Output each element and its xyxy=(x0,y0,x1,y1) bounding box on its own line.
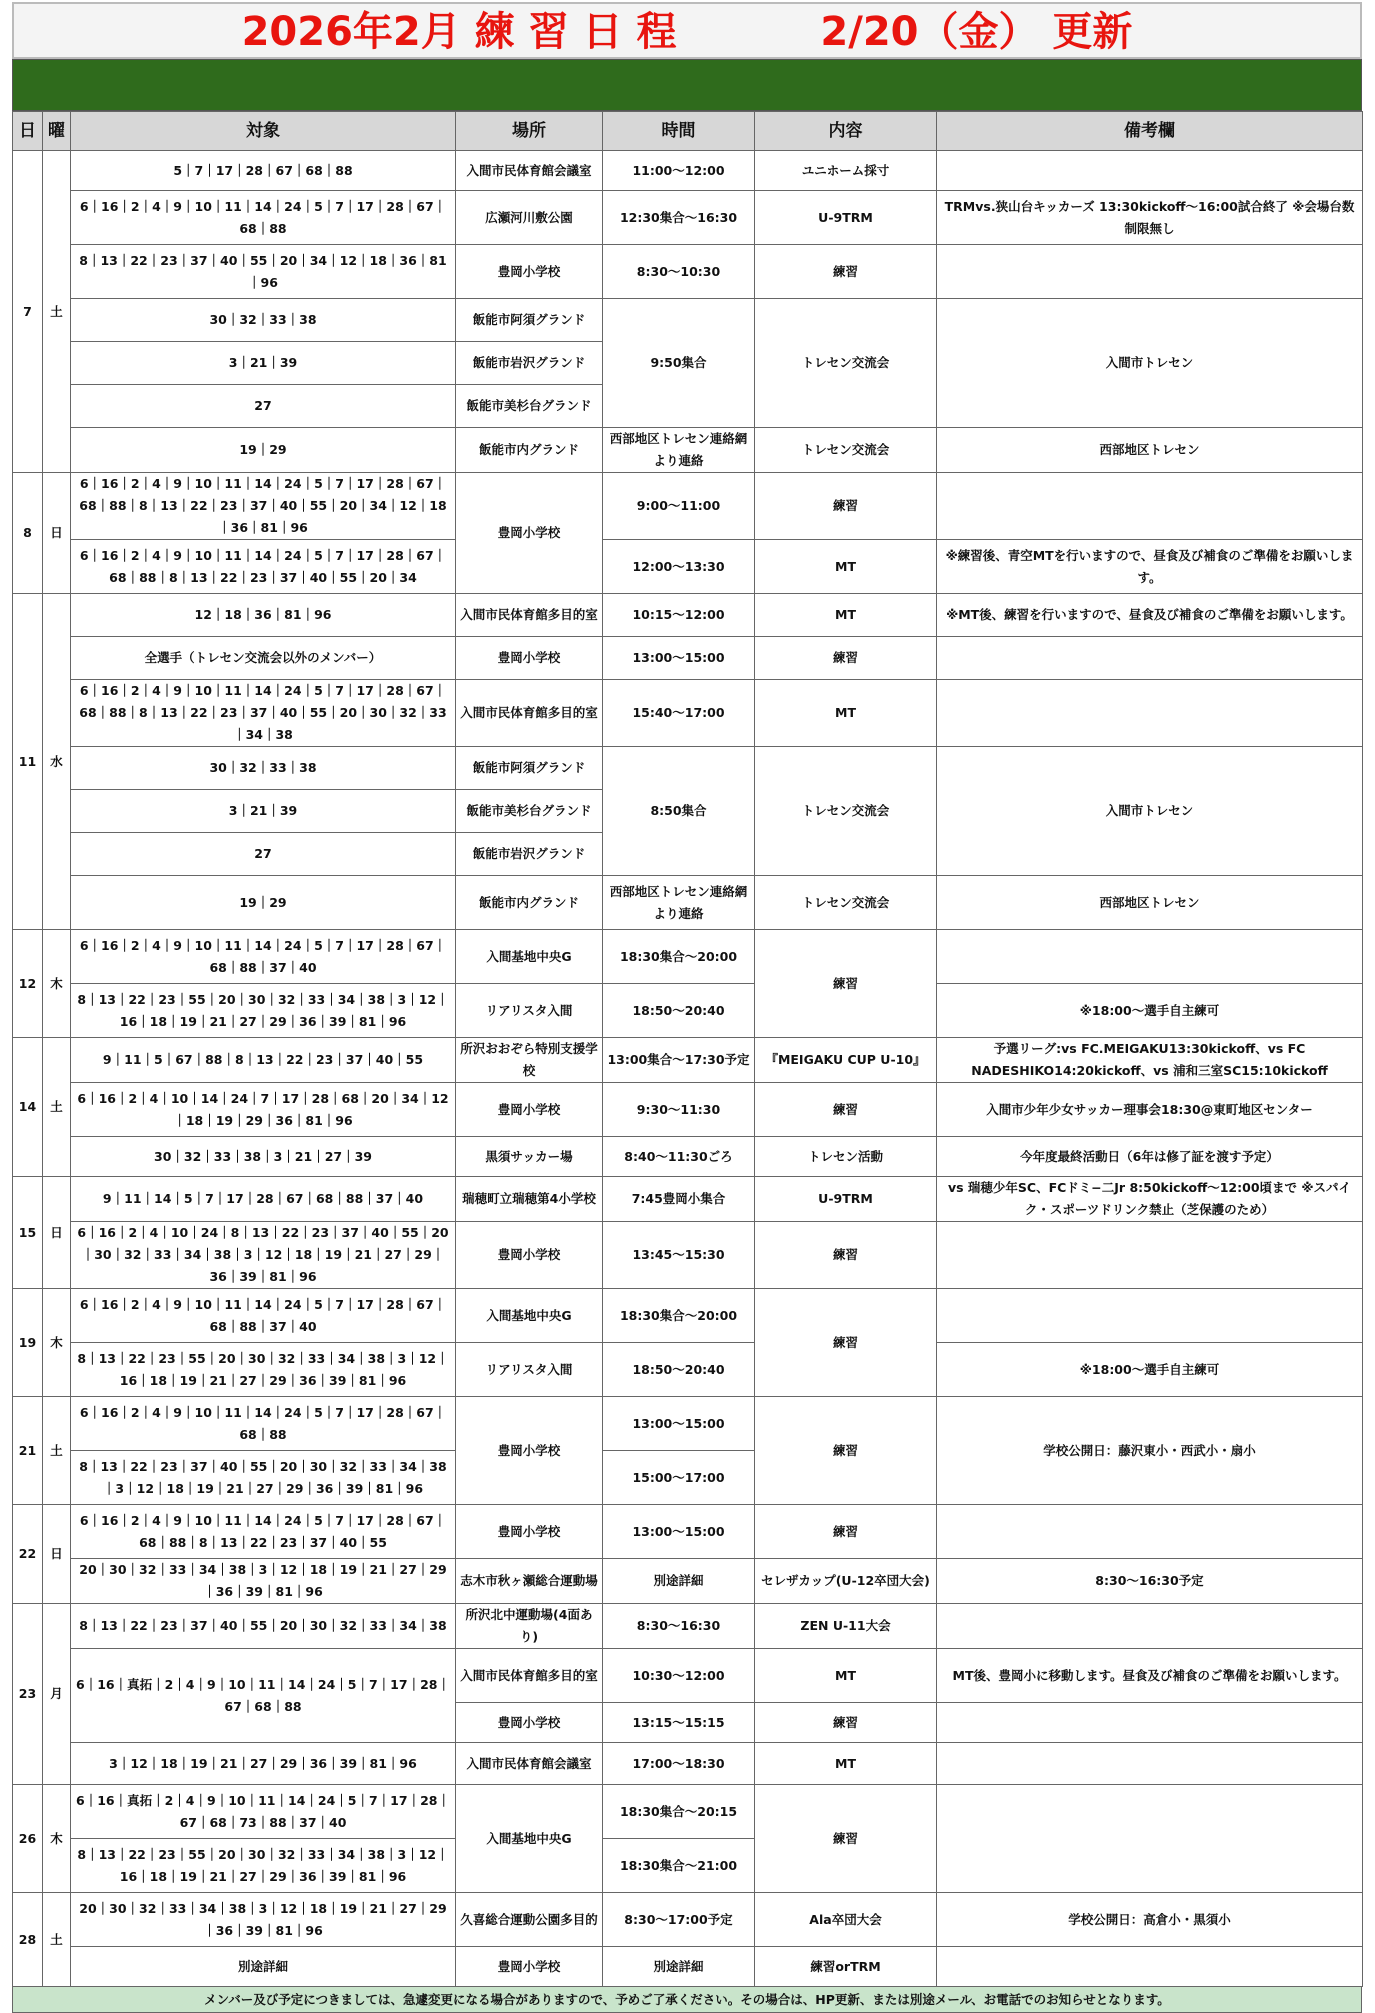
weekday-cell: 木 xyxy=(43,930,71,1038)
place-cell: 入間市民体育館多目的室 xyxy=(456,680,603,747)
updated-date: 2/20（金） 更新 xyxy=(820,9,1133,55)
schedule-table xyxy=(12,111,1363,1987)
header-notes: 備考欄 xyxy=(937,112,1363,151)
target-members-cell: 6｜16｜2｜4｜9｜10｜11｜14｜24｜5｜7｜17｜28｜67｜68｜88｜8｜13｜22｜23｜37｜40｜55｜20｜34｜12｜18｜36｜81｜96 xyxy=(71,473,456,540)
time-cell: 8:30〜10:30 xyxy=(603,245,755,299)
content-cell: 練習 xyxy=(755,1785,937,1893)
weekday-cell: 日 xyxy=(43,473,71,594)
time-cell: 18:50〜20:40 xyxy=(603,984,755,1038)
place-cell: 飯能市阿須グランド xyxy=(456,747,603,790)
content-cell: トレセン交流会 xyxy=(755,876,937,930)
target-members-cell: 20｜30｜32｜33｜34｜38｜3｜12｜18｜19｜21｜27｜29｜36｜39｜81｜96 xyxy=(71,1893,456,1947)
notes-cell: TRMvs.狭山台キッカーズ 13:30kickoff〜16:00試合終了 ※会場台数制限無し xyxy=(937,191,1363,245)
notes-cell xyxy=(937,151,1363,191)
table-row xyxy=(13,1222,1363,1289)
table-row xyxy=(13,191,1363,245)
target-members-cell: 3｜12｜18｜19｜21｜27｜29｜36｜39｜81｜96 xyxy=(71,1743,456,1785)
place-cell: 飯能市美杉台グランド xyxy=(456,790,603,833)
place-cell: 入間市民体育館多目的室 xyxy=(456,1649,603,1703)
weekday-cell: 土 xyxy=(43,151,71,473)
target-members-cell: 8｜13｜22｜23｜37｜40｜55｜20｜30｜32｜33｜34｜38 xyxy=(71,1604,456,1649)
notes-cell: ※18:00〜選手自主練可 xyxy=(937,1343,1363,1397)
place-cell: 豊岡小学校 xyxy=(456,637,603,680)
table-row xyxy=(13,1604,1363,1649)
day-cell: 22 xyxy=(13,1505,43,1604)
weekday-cell: 木 xyxy=(43,1785,71,1893)
table-row xyxy=(13,1038,1363,1083)
target-members-cell: 8｜13｜22｜23｜55｜20｜30｜32｜33｜34｜38｜3｜12｜16｜18｜19｜21｜27｜29｜36｜39｜81｜96 xyxy=(71,1343,456,1397)
notes-cell xyxy=(937,1947,1363,1987)
content-cell: 練習 xyxy=(755,245,937,299)
day-cell: 21 xyxy=(13,1397,43,1505)
header-time: 時間 xyxy=(603,112,755,151)
content-cell: 練習 xyxy=(755,1397,937,1505)
notes-cell xyxy=(937,473,1363,540)
notes-cell: 入間市トレセン xyxy=(937,747,1363,876)
notes-cell xyxy=(937,245,1363,299)
content-cell: U-9TRM xyxy=(755,191,937,245)
time-cell: 9:30〜11:30 xyxy=(603,1083,755,1137)
day-cell: 14 xyxy=(13,1038,43,1177)
notes-cell: 西部地区トレセン xyxy=(937,876,1363,930)
table-row xyxy=(13,245,1363,299)
place-cell: 飯能市内グランド xyxy=(456,428,603,473)
place-cell: 入間基地中央G xyxy=(456,1785,603,1893)
time-cell: 12:30集合〜16:30 xyxy=(603,191,755,245)
day-cell: 26 xyxy=(13,1785,43,1893)
place-cell: 豊岡小学校 xyxy=(456,1703,603,1743)
weekday-cell: 日 xyxy=(43,1505,71,1604)
place-cell: 飯能市阿須グランド xyxy=(456,299,603,342)
content-cell: 練習orTRM xyxy=(755,1947,937,1987)
time-cell: 8:50集合 xyxy=(603,747,755,876)
time-cell: 12:00〜13:30 xyxy=(603,540,755,594)
day-cell: 11 xyxy=(13,594,43,930)
target-members-cell: 6｜16｜2｜4｜10｜14｜24｜7｜17｜28｜68｜20｜34｜12｜18｜19｜29｜36｜81｜96 xyxy=(71,1083,456,1137)
place-cell: 入間基地中央G xyxy=(456,1289,603,1343)
target-members-cell: 30｜32｜33｜38 xyxy=(71,747,456,790)
time-cell: 13:45〜15:30 xyxy=(603,1222,755,1289)
place-cell: 入間市民体育館多目的室 xyxy=(456,594,603,637)
day-cell: 28 xyxy=(13,1893,43,1987)
target-members-cell: 9｜11｜5｜67｜88｜8｜13｜22｜23｜37｜40｜55 xyxy=(71,1038,456,1083)
target-members-cell: 8｜13｜22｜23｜37｜40｜55｜20｜34｜12｜18｜36｜81｜96 xyxy=(71,245,456,299)
notes-cell: 今年度最終活動日（6年は修了証を渡す予定） xyxy=(937,1137,1363,1177)
table-row xyxy=(13,1083,1363,1137)
target-members-cell: 30｜32｜33｜38 xyxy=(71,299,456,342)
notes-cell xyxy=(937,930,1363,984)
notes-cell: 学校公開日：藤沢東小・西武小・扇小 xyxy=(937,1397,1363,1505)
content-cell: 練習 xyxy=(755,1083,937,1137)
content-cell: トレセン交流会 xyxy=(755,747,937,876)
target-members-cell: 6｜16｜2｜4｜9｜10｜11｜14｜24｜5｜7｜17｜28｜67｜68｜88 xyxy=(71,191,456,245)
time-cell: 別途詳細 xyxy=(603,1559,755,1604)
table-row xyxy=(13,151,1363,191)
content-cell: 練習 xyxy=(755,1289,937,1397)
place-cell: リアリスタ入間 xyxy=(456,1343,603,1397)
target-members-cell: 3｜21｜39 xyxy=(71,790,456,833)
table-row xyxy=(13,876,1363,930)
weekday-cell: 木 xyxy=(43,1289,71,1397)
place-cell: 瑞穂町立瑞穂第4小学校 xyxy=(456,1177,603,1222)
table-row xyxy=(13,1343,1363,1397)
weekday-cell: 土 xyxy=(43,1893,71,1987)
place-cell: 所沢おおぞら特別支援学校 xyxy=(456,1038,603,1083)
content-cell: Ala卒団大会 xyxy=(755,1893,937,1947)
table-row xyxy=(13,594,1363,637)
notes-cell: ※18:00〜選手自主練可 xyxy=(937,984,1363,1038)
notes-cell xyxy=(937,680,1363,747)
target-members-cell: 27 xyxy=(71,385,456,428)
target-members-cell: 8｜13｜22｜23｜55｜20｜30｜32｜33｜34｜38｜3｜12｜16｜18｜19｜21｜27｜29｜36｜39｜81｜96 xyxy=(71,1839,456,1893)
target-members-cell: 6｜16｜2｜4｜9｜10｜11｜14｜24｜5｜7｜17｜28｜67｜68｜88｜8｜13｜22｜23｜37｜40｜55｜20｜30｜32｜33｜34｜38 xyxy=(71,680,456,747)
target-members-cell: 5｜7｜17｜28｜67｜68｜88 xyxy=(71,151,456,191)
target-members-cell: 3｜21｜39 xyxy=(71,342,456,385)
notes-cell xyxy=(937,1743,1363,1785)
table-row xyxy=(13,1397,1363,1451)
content-cell: トレセン交流会 xyxy=(755,299,937,428)
table-row xyxy=(13,428,1363,473)
place-cell: 入間市民体育館会議室 xyxy=(456,151,603,191)
table-row xyxy=(13,1289,1363,1343)
day-cell: 23 xyxy=(13,1604,43,1785)
time-cell: 18:30集合〜20:00 xyxy=(603,1289,755,1343)
place-cell: 豊岡小学校 xyxy=(456,1947,603,1987)
target-members-cell: 6｜16｜真拓｜2｜4｜9｜10｜11｜14｜24｜5｜7｜17｜28｜67｜68｜73｜88｜37｜40 xyxy=(71,1785,456,1839)
content-cell: トレセン交流会 xyxy=(755,428,937,473)
time-cell: 17:00〜18:30 xyxy=(603,1743,755,1785)
time-cell: 9:00〜11:00 xyxy=(603,473,755,540)
place-cell: 豊岡小学校 xyxy=(456,1222,603,1289)
time-cell: 13:00〜15:00 xyxy=(603,1397,755,1451)
target-members-cell: 6｜16｜2｜4｜9｜10｜11｜14｜24｜5｜7｜17｜28｜67｜68｜88｜37｜40 xyxy=(71,930,456,984)
table-row xyxy=(13,540,1363,594)
time-cell: 15:40〜17:00 xyxy=(603,680,755,747)
notes-cell: 入間市少年少女サッカー理事会18:30@東町地区センター xyxy=(937,1083,1363,1137)
table-row xyxy=(13,1743,1363,1785)
place-cell: 久喜総合運動公園多目的 xyxy=(456,1893,603,1947)
target-members-cell: 27 xyxy=(71,833,456,876)
table-row xyxy=(13,1177,1363,1222)
place-cell: 志木市秋ヶ瀬総合運動場 xyxy=(456,1559,603,1604)
target-members-cell: 6｜16｜2｜4｜9｜10｜11｜14｜24｜5｜7｜17｜28｜67｜68｜88｜8｜13｜22｜23｜37｜40｜55 xyxy=(71,1505,456,1559)
target-members-cell: 19｜29 xyxy=(71,876,456,930)
notes-cell xyxy=(937,1604,1363,1649)
content-cell: ユニホーム採寸 xyxy=(755,151,937,191)
content-cell: MT xyxy=(755,540,937,594)
header-day: 日 xyxy=(13,112,43,151)
content-cell: ZEN U-11大会 xyxy=(755,1604,937,1649)
title-text: 2026年2月 練 習 日 程 xyxy=(241,9,677,55)
time-cell: 8:30〜16:30 xyxy=(603,1604,755,1649)
place-cell: 豊岡小学校 xyxy=(456,1397,603,1505)
time-cell: 8:30〜17:00予定 xyxy=(603,1893,755,1947)
target-members-cell: 8｜13｜22｜23｜55｜20｜30｜32｜33｜34｜38｜3｜12｜16｜18｜19｜21｜27｜29｜36｜39｜81｜96 xyxy=(71,984,456,1038)
content-cell: 練習 xyxy=(755,930,937,1038)
place-cell: 飯能市内グランド xyxy=(456,876,603,930)
place-cell: 入間基地中央G xyxy=(456,930,603,984)
day-cell: 15 xyxy=(13,1177,43,1289)
target-members-cell: 6｜16｜真拓｜2｜4｜9｜10｜11｜14｜24｜5｜7｜17｜28｜67｜68｜88 xyxy=(71,1649,456,1743)
time-cell: 13:15〜15:15 xyxy=(603,1703,755,1743)
notes-cell: vs 瑞穂少年SC、FCドミ−二Jr 8:50kickoff〜12:00頃まで ※スパイク・スポーツドリンク禁止（芝保護のため） xyxy=(937,1177,1363,1222)
table-row xyxy=(13,299,1363,342)
day-cell: 19 xyxy=(13,1289,43,1397)
time-cell: 18:30集合〜20:00 xyxy=(603,930,755,984)
notes-cell: ※MT後、練習を行いますので、昼食及び補食のご準備をお願いします。 xyxy=(937,594,1363,637)
table-header-row xyxy=(13,112,1363,151)
table-row xyxy=(13,1947,1363,1987)
table-row xyxy=(13,1505,1363,1559)
notes-cell: 入間市トレセン xyxy=(937,299,1363,428)
table-row xyxy=(13,1559,1363,1604)
time-cell: 18:50〜20:40 xyxy=(603,1343,755,1397)
time-cell: 13:00〜15:00 xyxy=(603,637,755,680)
time-cell: 西部地区トレセン連絡網より連絡 xyxy=(603,876,755,930)
table-row xyxy=(13,984,1363,1038)
content-cell: 練習 xyxy=(755,1505,937,1559)
time-cell: 8:40〜11:30ごろ xyxy=(603,1137,755,1177)
notes-cell: ※練習後、青空MTを行いますので、昼食及び補食のご準備をお願いします。 xyxy=(937,540,1363,594)
notes-cell xyxy=(937,637,1363,680)
place-cell: 広瀬河川敷公園 xyxy=(456,191,603,245)
place-cell: 所沢北中運動場(4面あり) xyxy=(456,1604,603,1649)
day-cell: 8 xyxy=(13,473,43,594)
header-target: 対象 xyxy=(71,112,456,151)
notes-cell xyxy=(937,1505,1363,1559)
notes-cell: 8:30〜16:30予定 xyxy=(937,1559,1363,1604)
day-cell: 12 xyxy=(13,930,43,1038)
time-cell: 10:30〜12:00 xyxy=(603,1649,755,1703)
schedule-page xyxy=(12,2,1362,2013)
header-place: 場所 xyxy=(456,112,603,151)
target-members-cell: 6｜16｜2｜4｜9｜10｜11｜14｜24｜5｜7｜17｜28｜67｜68｜88 xyxy=(71,1397,456,1451)
notes-cell: MT後、豊岡小に移動します。昼食及び補食のご準備をお願いします。 xyxy=(937,1649,1363,1703)
target-members-cell: 6｜16｜2｜4｜10｜24｜8｜13｜22｜23｜37｜40｜55｜20｜30｜32｜33｜34｜38｜3｜12｜18｜19｜21｜27｜29｜36｜39｜81｜96 xyxy=(71,1222,456,1289)
content-cell: セレザカップ(U-12卒団大会) xyxy=(755,1559,937,1604)
time-cell: 18:30集合〜21:00 xyxy=(603,1839,755,1893)
header-weekday: 曜 xyxy=(43,112,71,151)
place-cell: 豊岡小学校 xyxy=(456,1505,603,1559)
target-members-cell: 20｜30｜32｜33｜34｜38｜3｜12｜18｜19｜21｜27｜29｜36｜39｜81｜96 xyxy=(71,1559,456,1604)
time-cell: 9:50集合 xyxy=(603,299,755,428)
weekday-cell: 土 xyxy=(43,1397,71,1505)
place-cell: 豊岡小学校 xyxy=(456,245,603,299)
content-cell: 練習 xyxy=(755,637,937,680)
content-cell: 練習 xyxy=(755,473,937,540)
target-members-cell: 19｜29 xyxy=(71,428,456,473)
place-cell: 入間市民体育館会議室 xyxy=(456,1743,603,1785)
content-cell: MT xyxy=(755,1649,937,1703)
notes-cell: 西部地区トレセン xyxy=(937,428,1363,473)
target-members-cell: 12｜18｜36｜81｜96 xyxy=(71,594,456,637)
weekday-cell: 水 xyxy=(43,594,71,930)
place-cell: 豊岡小学校 xyxy=(456,1083,603,1137)
content-cell: MT xyxy=(755,1743,937,1785)
content-cell: 練習 xyxy=(755,1703,937,1743)
notes-cell xyxy=(937,1785,1363,1893)
content-cell: U-9TRM xyxy=(755,1177,937,1222)
table-row xyxy=(13,1137,1363,1177)
time-cell: 西部地区トレセン連絡網より連絡 xyxy=(603,428,755,473)
table-row xyxy=(13,680,1363,747)
place-cell: 飯能市岩沢グランド xyxy=(456,833,603,876)
place-cell: 飯能市岩沢グランド xyxy=(456,342,603,385)
time-cell: 7:45豊岡小集合 xyxy=(603,1177,755,1222)
table-row xyxy=(13,1785,1363,1839)
place-cell: 黒須サッカー場 xyxy=(456,1137,603,1177)
page-title xyxy=(12,2,1362,59)
content-cell: 『MEIGAKU CUP U-10』 xyxy=(755,1038,937,1083)
weekday-cell: 月 xyxy=(43,1604,71,1785)
target-members-cell: 8｜13｜22｜23｜37｜40｜55｜20｜30｜32｜33｜34｜38｜3｜12｜18｜19｜21｜27｜29｜36｜39｜81｜96 xyxy=(71,1451,456,1505)
place-cell: 豊岡小学校 xyxy=(456,473,603,594)
target-members-cell: 6｜16｜2｜4｜9｜10｜11｜14｜24｜5｜7｜17｜28｜67｜68｜88｜8｜13｜22｜23｜37｜40｜55｜20｜34 xyxy=(71,540,456,594)
notes-cell xyxy=(937,1222,1363,1289)
time-cell: 15:00〜17:00 xyxy=(603,1451,755,1505)
table-row xyxy=(13,637,1363,680)
place-cell: 飯能市美杉台グランド xyxy=(456,385,603,428)
schedule-body xyxy=(13,151,1363,1987)
target-members-cell: 全選手（トレセン交流会以外のメンバー） xyxy=(71,637,456,680)
notes-cell xyxy=(937,1289,1363,1343)
target-members-cell: 9｜11｜14｜5｜7｜17｜28｜67｜68｜88｜37｜40 xyxy=(71,1177,456,1222)
table-row xyxy=(13,747,1363,790)
target-members-cell: 30｜32｜33｜38｜3｜21｜27｜39 xyxy=(71,1137,456,1177)
weekday-cell: 日 xyxy=(43,1177,71,1289)
table-row xyxy=(13,1893,1363,1947)
weekday-cell: 土 xyxy=(43,1038,71,1177)
time-cell: 13:00集合〜17:30予定 xyxy=(603,1038,755,1083)
content-cell: トレセン活動 xyxy=(755,1137,937,1177)
notes-cell: 予選リーグ:vs FC.MEIGAKU13:30kickoff、vs FC NADESHIKO14:20kickoff、vs 浦和三室SC15:10kickoff xyxy=(937,1038,1363,1083)
time-cell: 13:00〜15:00 xyxy=(603,1505,755,1559)
content-cell: MT xyxy=(755,680,937,747)
green-banner xyxy=(12,59,1362,111)
notes-cell: 学校公開日：高倉小・黒須小 xyxy=(937,1893,1363,1947)
time-cell: 別途詳細 xyxy=(603,1947,755,1987)
time-cell: 11:00〜12:00 xyxy=(603,151,755,191)
place-cell: リアリスタ入間 xyxy=(456,984,603,1038)
target-members-cell: 6｜16｜2｜4｜9｜10｜11｜14｜24｜5｜7｜17｜28｜67｜68｜88｜37｜40 xyxy=(71,1289,456,1343)
content-cell: 練習 xyxy=(755,1222,937,1289)
day-cell: 7 xyxy=(13,151,43,473)
table-row xyxy=(13,1649,1363,1703)
target-members-cell: 別途詳細 xyxy=(71,1947,456,1987)
time-cell: 18:30集合〜20:15 xyxy=(603,1785,755,1839)
header-content: 内容 xyxy=(755,112,937,151)
content-cell: MT xyxy=(755,594,937,637)
notes-cell xyxy=(937,1703,1363,1743)
footer-notice: メンバー及び予定につきましては、急遽変更になる場合がありますので、予めご了承ください。その場合は、HP更新、または別途メール、お電話でのお知らせとなります。 xyxy=(12,1987,1362,2013)
time-cell: 10:15〜12:00 xyxy=(603,594,755,637)
table-row xyxy=(13,473,1363,540)
table-row xyxy=(13,930,1363,984)
